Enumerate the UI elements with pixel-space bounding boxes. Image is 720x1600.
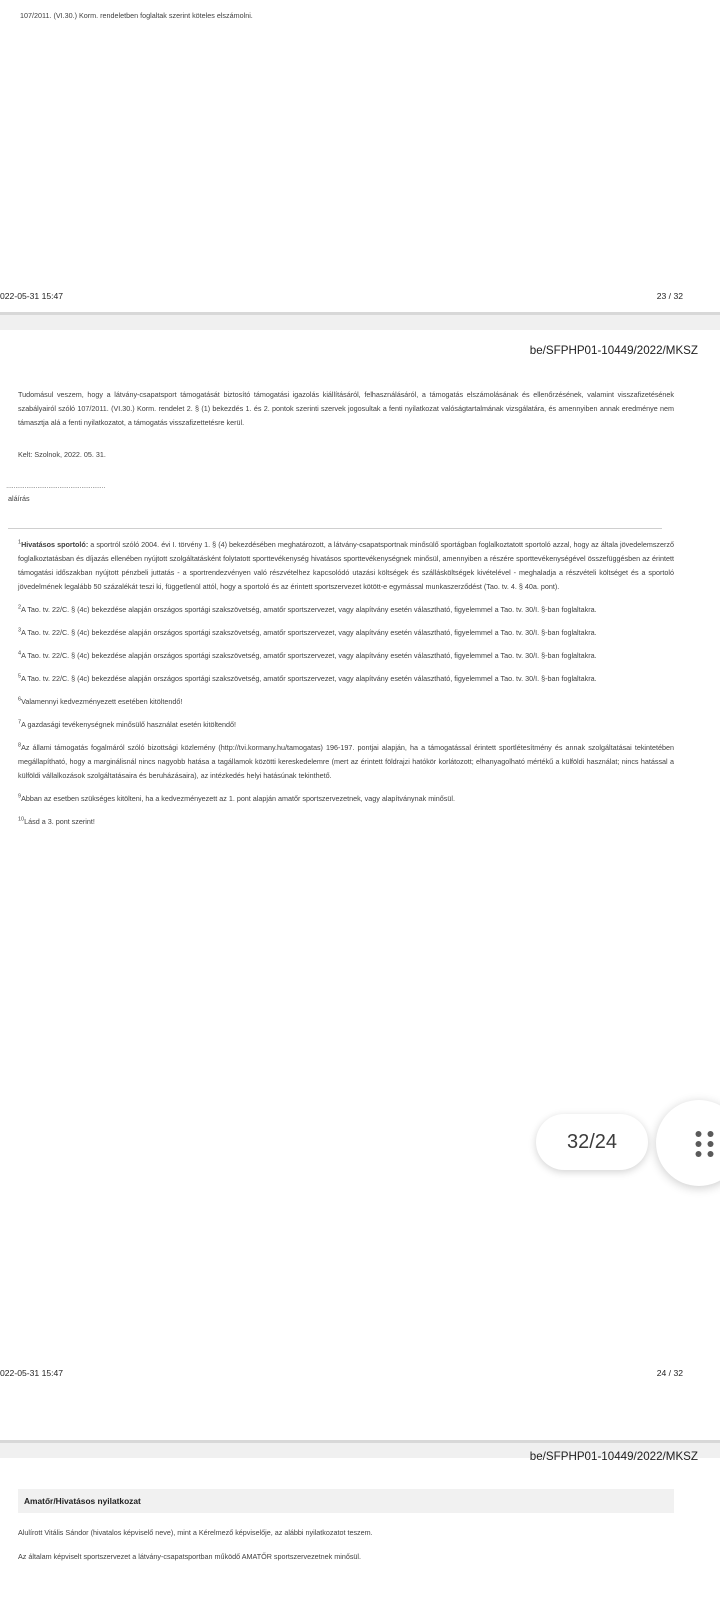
footnote-1: $^1$Hivatásos sportoló: a sportról szóló 2004. évi I. törvény 1. § (4) bekezdésében meghatározott, a látvány-csapatsportnak minősülő sportágban foglalkoztatott sportoló azzal, hogy az általa jövedelemszerző foglalkoztatásban és díjazás ellenében nyújtott szolgáltatásként folytatott sporttevékenység hivatásos sporttevékenységnek minősül, amennyiben a részére sporttevékenységével összefüggésben az érintett támogatási időszakban nyújtott pénzbeli juttatás - a sportrendezvényen való részvételhez kapcsolódó utazási költségek és szállásköltségek kivételével - meghaladja a részvételi költséget és a sportoló jövedelmének legalább 50 százalékát teszi ki, függetlenül attól, hogy a sportoló és az érintett sportszervezet kötött-e egymással munkaszerződést (Tao. tv. 4. § 40a. pont). <box>18 539 674 591</box>
page24-footer-date: 022-05-31 15:47 <box>0 1368 64 1378</box>
page24-document-id: be/SFPHP01-10449/2022/MKSZ <box>529 344 698 357</box>
page25-document-id: be/SFPHP01-10449/2022/MKSZ <box>529 1450 698 1463</box>
footnote-6: $^6$Valamennyi kedvezményezett esetében kitöltendő! <box>18 696 183 706</box>
page24-footer-page-number: 24 / 32 <box>656 1368 683 1378</box>
footnote-7: $^7$A gazdasági tevékenységnek minősülő használat esetén kitöltendő! <box>18 719 237 729</box>
footnote-divider <box>8 528 662 529</box>
footnote-8: $^8$Az állami támogatás fogalmáról szóló bizottsági közlemény (http://tvi.kormany.hu/tamogatas) 196-197. pontjai alapján, ha a támogatással érintett sportlétesítmény és annak szolgáltatásai tekintetében megállapítható, hogy a marginálisnál nincs nagyobb hatása a tagállamok közötti kereskedelemre (mert az érintett földrajzi hatókör korlátozott; elhanyagolható mértékű a külföldi használat; nincs hatással a külföldi vállalkozások szolgáltatásaira és beruházásaira), az intézkedés helyi hatásúnak tekinthető. <box>18 742 674 780</box>
footnote-5: $^5$A Tao. tv. 22/C. § (4c) bekezdése alapján országos sportági szakszövetség, amatőr sportszervezet, vagy alapítvány esetén választható, figyelemmel a Tao. tv. 30/I. §-ban foglaltakra. <box>18 673 597 683</box>
footnotes-list <box>18 538 674 838</box>
declaration-line-1: Alulírott Vitális Sándor (hivatalos képviselő neve), mint a Kérelmező képviselője, az alábbi nyilatkozatot teszem. <box>18 1528 373 1537</box>
footnote-2: $^2$A Tao. tv. 22/C. § (4c) bekezdése alapján országos sportági szakszövetség, amatőr sportszervezet, vagy alapítvány esetén választható, figyelemmel a Tao. tv. 30/I. §-ban foglaltakra. <box>18 604 597 614</box>
signature-label: aláírás <box>8 494 30 503</box>
footnote-9: $^9$Abban az esetben szükséges kitölteni, ha a kedvezményezett az 1. pont alapján amatőr sportszervezetnek, vagy alapítványnak minősül. <box>18 793 455 803</box>
declaration-line-2: Az általam képviselt sportszervezet a látvány-csapatsportban működő AMATŐR sportszervezetnek minősül. <box>18 1552 362 1561</box>
document-page-23 <box>0 0 720 312</box>
footnote-10: $^{10}$Lásd a 3. pont szerint! <box>18 816 95 826</box>
footnote-3: $^3$A Tao. tv. 22/C. § (4c) bekezdése alapján országos sportági szakszövetség, amatőr sportszervezet, vagy alapítvány esetén választható, figyelemmel a Tao. tv. 30/I. §-ban foglaltakra. <box>18 627 597 637</box>
footnote-4: $^4$A Tao. tv. 22/C. § (4c) bekezdése alapján országos sportági szakszövetség, amatőr sportszervezet, vagy alapítvány esetén választható, figyelemmel a Tao. tv. 30/I. §-ban foglaltakra. <box>18 650 597 660</box>
page-separator <box>0 1440 720 1443</box>
page-separator <box>0 312 720 315</box>
document-page-25 <box>0 1450 720 1600</box>
signature-line: ……………………………………………… <box>6 484 105 490</box>
page-counter-button[interactable]: 32/24 <box>536 1114 648 1170</box>
acknowledgement-paragraph: Tudomásul veszem, hogy a látvány-csapatsport támogatását biztosító támogatási igazolás kiállításáról, felhasználásáról, a támogatás elszámolásának és ellenőrzésének, valamint visszafizetésének szabályairól szóló 107/2011. (VI.30.) Korm. rendelet 2. § (1) bekezdés 1. és 2. pontok szerinti szervek jogosultak a fenti nyilatkozat valóságtartalmának vizsgálatára, és amennyiben annak eredménye nem támasztja alá a fenti nyilatkozatot, a támogatás visszafizettetésre kerül. <box>18 390 674 427</box>
document-page-24 <box>0 330 720 1440</box>
page23-footer-page-number: 23 / 32 <box>656 291 683 301</box>
page23-text-line: 107/2011. (VI.30.) Korm. rendeletben foglaltak szerint köteles elszámolni. <box>20 11 253 20</box>
kelt-date-line: Kelt: Szolnok, 2022. 05. 31. <box>18 450 106 459</box>
page23-footer-date: 022-05-31 15:47 <box>0 291 64 301</box>
grid-dots-icon <box>695 1130 715 1158</box>
section-title-box: Amatőr/Hivatásos nyilatkozat <box>18 1489 674 1513</box>
